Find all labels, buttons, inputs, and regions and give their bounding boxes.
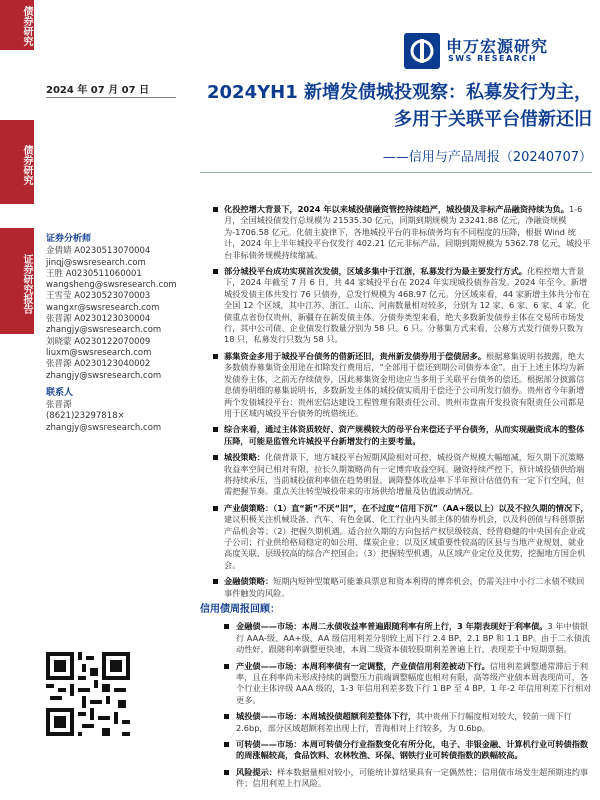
summary-paragraph bbox=[200, 711, 592, 734]
contact-line: zhangjy@swsresearch.com bbox=[46, 422, 162, 433]
main-content bbox=[200, 204, 592, 790]
paragraph-lead: 综合来看，通过主体资质较好、资产规模较大的母平台来偿还子平台债务，从而实现融资成本的整体压降，可能是监管允许城投平台新增发行的主要考量。 bbox=[224, 424, 585, 446]
summary-paragraph bbox=[200, 576, 592, 599]
paragraph-body: 其中贵州下行幅度相对较大，较前一周下行 2.6bp，部分区域超额利差出现上行，青海相对上行较多，为 0.6bp。 bbox=[236, 711, 572, 733]
paragraph-lead: 风险提示： bbox=[236, 766, 277, 777]
paragraph-body: 1-6 月，全国城投债发行总规模为 21535.30 亿元，同期到期规模为 23241.88 亿元，净融资规模为-1706.58 亿元。化债主旋律下，各地城投平台的非标债务均有不同程度的压降，根据 Wind 统计，2024 年上半年城投平台仅发行 402.21 亿元非标产品，同期到期规模为 5362.78 亿元，城投平台非标债务规模持续缩减。 bbox=[224, 204, 591, 260]
date-divider bbox=[46, 97, 176, 98]
bullet-icon bbox=[224, 714, 229, 719]
summary-paragraph bbox=[200, 503, 592, 571]
report-title: 2024YH1 新增发债城投观察：私募发行为主，多用于关联平台借新还旧 bbox=[207, 82, 592, 130]
paragraph-lead: 部分城投平台成功实现首次发债，区域多集中于江浙，私募发行为最主要发行方式。 bbox=[224, 266, 527, 277]
bullet-icon bbox=[224, 742, 229, 747]
contact-line: (8621)23297818× bbox=[46, 411, 125, 422]
analyst-line: 王胜 A0230511060001 bbox=[46, 268, 142, 279]
tag-top: 债券研究 bbox=[0, 0, 34, 50]
analyst-line: wangsheng@swsresearch.com bbox=[46, 280, 177, 291]
summary-paragraph bbox=[200, 767, 592, 790]
analyst-line: 张晋源 A0230123040002 bbox=[46, 359, 151, 370]
paragraph-lead: 产业债策略：（1）直“新”不厌“旧”，在不过度“信用下沉”（AA+级以上）以及不拉久期的情况下， bbox=[224, 502, 589, 513]
tag-mid: 债券研究 bbox=[0, 120, 34, 204]
bullet-icon bbox=[213, 506, 218, 511]
report-subtitle: ——信用与产品周报（20240707） bbox=[382, 150, 592, 165]
summary-paragraph bbox=[200, 424, 592, 447]
bullet-icon bbox=[213, 207, 218, 212]
paragraph-body: 信用利差调整通常滞后于利率，且在利率尚未形成持续的调整压力前端调整幅度也相对有限，高等级产业债本周表现尚可，各个行业主体评级 AAA 级的，1-3 年信用利差多数下行 1 BP 至 4 BP，1 年-2 年信用利差下行相对更多。 bbox=[236, 660, 592, 705]
bullet-icon bbox=[224, 770, 229, 775]
paragraph-lead: 化投控增大背景下，2024 年以来城投债融资管控持续趋严，城投债及非标产品融资持续为负。 bbox=[224, 204, 569, 214]
contact-line: 张晋源 bbox=[46, 400, 72, 411]
paragraph-body: 样本数据量相对较小，可能统计算结果具有一定偶然性；信用债市场发生超预期违约事件；信用利差上行风险。 bbox=[236, 766, 589, 789]
section-heading: 信用债周报回顾： bbox=[200, 604, 280, 615]
bullet-icon bbox=[213, 579, 218, 584]
analyst-line: zhangjy@swsresearch.com bbox=[46, 370, 162, 381]
paragraph-body: 化债背景下，地方城投平台短期风险相对可控，城投资产规模大幅缩减，短久期下沉策略收益率空间已相对有限，拉长久期策略尚有一定博弈收益空间。融资持续严控下，预计城投债供给端将持续承压，当前城投债利率债在趋势明显，调降整体收益率下半年预计估值仍有一定下行空间，但需把握节奏。重点关注转型城投带来的市场供给增量及估值波动情况。 bbox=[224, 452, 585, 497]
analyst-sidebar bbox=[46, 234, 176, 434]
summary-paragraph bbox=[200, 661, 592, 707]
paragraph-lead: 城投策略： bbox=[224, 452, 265, 463]
summary-paragraph bbox=[200, 204, 592, 261]
brand-logo bbox=[404, 33, 600, 69]
contacts-heading: 联系人 bbox=[46, 387, 74, 398]
qr-code-icon bbox=[46, 652, 130, 736]
paragraph-body: 短期内短钟型策略可能兼具票息和资本利得的博弈机会，仍需关注中小行二永债不赎回事件触发的风险。 bbox=[224, 576, 585, 598]
report-date: 2024 年 07 月 07 日 bbox=[46, 85, 150, 96]
analysts-heading: 证券分析师 bbox=[46, 234, 92, 244]
bullet-icon bbox=[224, 664, 229, 669]
paragraph-body: 建议积极关注机械设备、汽车、有色金属、化工行业内头部主体的债券机会，以及科创债与科创票据产品机会等；（2）把握久期机遇。适合拉久期的方向包括产权层级较高、经营稳健的中央国有企业或子公司；行业供给格局稳定的如公用、煤炭企业；以及区域重要性较高的区县与当地产业规划、就业高度关联、层级较高的综合产控国企；（3）把握转型机遇，从区域产业定位及优势，挖掘地方国企机会。 bbox=[224, 514, 586, 570]
summary-paragraph bbox=[200, 351, 592, 419]
analyst-line: zhangjy@swsresearch.com bbox=[46, 325, 162, 336]
brand-cn: 申万宏源研究 bbox=[446, 37, 549, 56]
analyst-line: 金倩婧 A0230513070004 bbox=[46, 246, 151, 257]
analyst-line: liuxm@swsresearch.com bbox=[46, 347, 152, 358]
analyst-line: 张晋源 A0230123030004 bbox=[46, 314, 151, 325]
summary-paragraph bbox=[200, 452, 592, 498]
bullet-icon bbox=[213, 269, 218, 274]
left-bar bbox=[0, 0, 34, 800]
paragraph-body: 化程控增大背景下，2024 年截至 7 月 6 日，共 44 家城投平台在 2024 年实现城投债券首发。2024 年至今，新增城投发债主体共发行 76 只债券，总发行规模为 468.97 亿元。分区域来看，44 家新增主体共分布在全国 12 个区域，其中江苏、浙江、山东、河南数量相对较多，分别为 12 家、6 家、6 家、4 家。化债重点省份仅贵州、新疆存在新发债主体。分债券类型来看，绝大多数新发债券主体在交易所市场发行，其中公司债、企业债发行数量分别为 58 只、6 只。分募集方式来看，公募方式发行债券只数为 18 只，私募发行只数为 58 只。 bbox=[224, 266, 590, 345]
paragraph-body: 根据募集说明书披露，绝大多数债券募集资金用途在扣除发行费用后，“全部用于偿还到期公司债券本金”。由于上述主体均为新发债券主体，之前无存续债券，因此募集资金用途应当多用于关联平台债务的偿还。根据部分披露信息债券明细的募集说明书，多数新发主体的城投债实质用于偿还子公司所发行债券。贵州省今年新增两个发债城投平台：贵州宏信达建设工程管理有限责任公司、贵州市盘南开发投资有限责任公司都是用于区域内城投平台债务的统借统还。 bbox=[224, 350, 585, 418]
bullet-icon bbox=[213, 427, 218, 432]
analyst-line: 王雪莹 A0230523070003 bbox=[46, 291, 151, 302]
paragraph-body: 3 年中债银行 AAA-级、AA+级、AA 级信用利差分别较上周下行 2.4 BP、2.1 BP 和 1.1 BP。由于二永债流动性好，跟随利率调整更快速，本周二级资本债较股期利差普遍上行，表现差于中短期票据。 bbox=[236, 621, 591, 655]
analyst-line: wangxr@swsresearch.com bbox=[46, 302, 160, 313]
paragraph-lead: 金融债策略： bbox=[224, 576, 274, 587]
paragraph-lead: 金融债——市场：本周二永债收益率普遍跟随利率有所上行，3 年期表现好于利率债。 bbox=[236, 621, 548, 632]
bullet-icon bbox=[213, 354, 218, 359]
summary-paragraph bbox=[200, 266, 592, 346]
analyst-line: jinqj@swsresearch.com bbox=[46, 257, 146, 268]
paragraph-lead: 可转债——市场：本周可转债分行业指数变化有所分化，电子、非银金融、计算机行业可转债指数的周涨幅较高，食品饮料、农林牧渔、环保、钢铁行业可转债指数的跌幅较高。 bbox=[236, 739, 589, 761]
summary-paragraph bbox=[200, 621, 592, 655]
paragraph-lead: 募集资金多用于城投平台债务的借新还旧，贵州新发债券用于偿债居多。 bbox=[224, 350, 487, 361]
paragraph-lead: 城投债——市场：本周城投债超额利差整体下行， bbox=[236, 711, 417, 722]
brand-en: SWS RESEARCH bbox=[448, 54, 537, 63]
bullet-icon bbox=[224, 624, 229, 629]
bullet-icon bbox=[213, 455, 218, 460]
summary-paragraph bbox=[200, 739, 592, 762]
title-divider bbox=[200, 172, 592, 173]
paragraph-lead: 产业债——市场：本周利率债有一定调整，产业债信用利差被动下行。 bbox=[236, 660, 490, 671]
brand-mark-icon bbox=[404, 33, 440, 69]
analyst-line: 刘晓蒙 A0230122070009 bbox=[46, 336, 151, 347]
tag-bottom: 证券研究报告 bbox=[0, 228, 34, 334]
